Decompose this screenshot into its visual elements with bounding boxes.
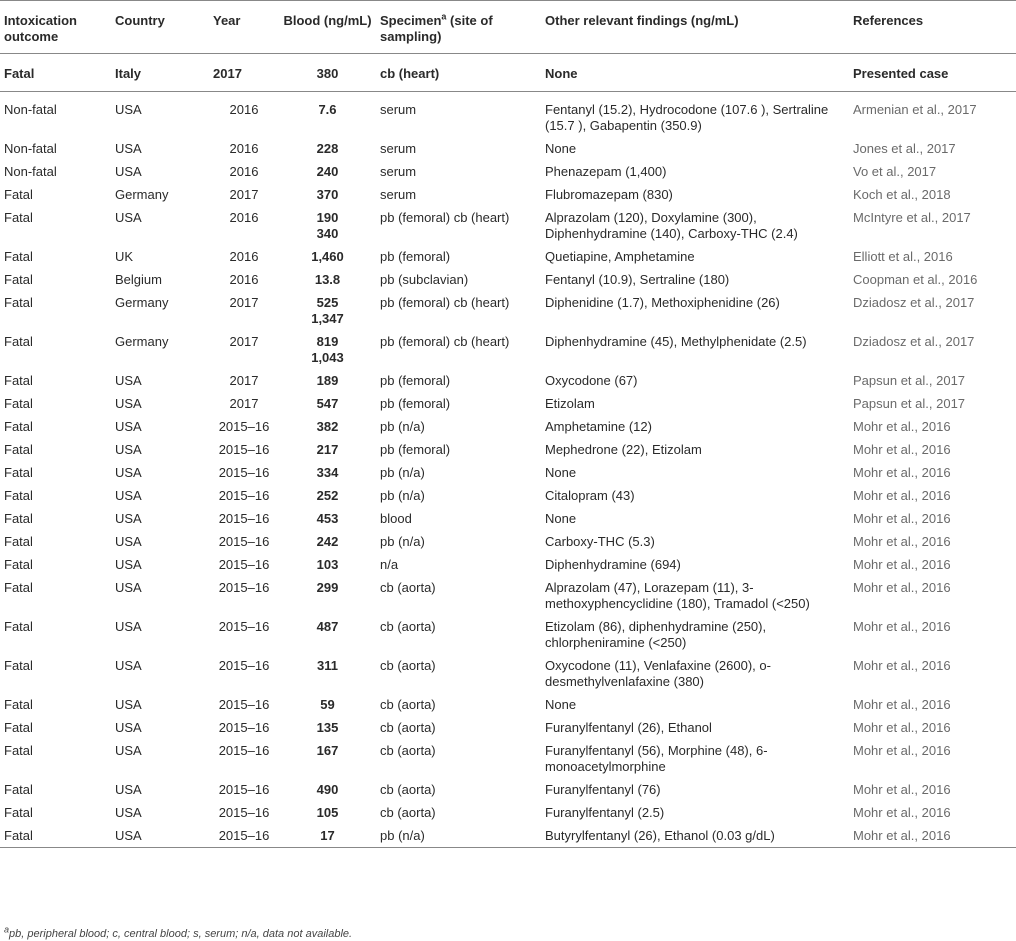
cell-outcome: Fatal (4, 249, 33, 264)
cell-specimen: serum (380, 187, 417, 202)
cell-year: 2015–16 (218, 619, 270, 634)
cell-specimen: serum (380, 141, 417, 156)
cell-findings: Fentanyl (15.2), Hydrocodone (107.6 ), Sertraline (15.7 ), Gabapentin (350.9) (545, 102, 829, 133)
cell-country: USA (111, 824, 209, 848)
cell-blood: 547 (316, 396, 339, 411)
cell-blood: 242 (316, 534, 339, 549)
cell-blood: 13.8 (314, 272, 341, 287)
footnote-mark: a (4, 924, 10, 935)
table-row (0, 530, 1016, 553)
cell-findings: Alprazolam (120), Doxylamine (300), Diphenhydramine (140), Carboxy-THC (2.4) (545, 210, 798, 241)
cell-outcome: Fatal (4, 373, 33, 388)
cell-blood: 240 (316, 164, 339, 179)
cell-country: USA (115, 805, 142, 820)
header-specimen-footnote-mark: a (441, 11, 447, 22)
cell-country: USA (115, 419, 142, 434)
cell-country: USA (115, 658, 142, 673)
cell-country: USA (115, 164, 142, 179)
cell-blood: 1,460 (311, 249, 344, 264)
table-row (0, 576, 1016, 615)
cell-year: 2015–16 (218, 658, 270, 673)
cell-blood: 167 (316, 743, 339, 758)
cell-specimen: pb (n/a) (376, 824, 541, 848)
cell-year: 2015–16 (218, 782, 270, 797)
cell-blood: 7.6 (318, 102, 337, 117)
cell-country: USA (115, 465, 142, 480)
cell-findings: Diphenhydramine (694) (545, 557, 681, 572)
cell-year: 2015–16 (218, 805, 270, 820)
cell-findings: Etizolam (86), diphenhydramine (250), chlorpheniramine (<250) (545, 619, 767, 650)
header-findings: Other relevant findings (ng/mL) (541, 1, 849, 54)
cell-country: USA (115, 557, 142, 572)
cell-reference: Jones et al., 2017 (853, 141, 956, 156)
cell-outcome: Fatal (0, 54, 111, 92)
cell-findings: Citalopram (43) (545, 488, 635, 503)
cell-findings: Carboxy-THC (5.3) (545, 534, 655, 549)
cell-blood: 17 (279, 824, 376, 848)
cell-blood: 103 (316, 557, 339, 572)
cell-reference: Mohr et al., 2016 (853, 511, 951, 526)
cell-outcome: Fatal (4, 534, 33, 549)
cell-country: Italy (111, 54, 209, 92)
cell-reference: Papsun et al., 2017 (853, 396, 966, 411)
cell-findings: Mephedrone (22), Etizolam (545, 442, 702, 457)
table-row (0, 137, 1016, 160)
cell-year: 2017 (209, 54, 279, 92)
cell-reference: Mohr et al., 2016 (853, 580, 951, 595)
cell-specimen: cb (aorta) (380, 580, 436, 595)
cell-reference: Mohr et al., 2016 (853, 743, 951, 758)
table-row (0, 553, 1016, 576)
table-row (0, 392, 1016, 415)
cell-blood: 487 (316, 619, 339, 634)
cell-specimen: pb (n/a) (380, 465, 425, 480)
cell-specimen: pb (femoral) cb (heart) (380, 210, 510, 225)
cell-year: 2016 (229, 102, 259, 117)
cell-year: 2015–16 (209, 824, 279, 848)
cell-year: 2017 (229, 396, 259, 411)
cell-blood: 334 (316, 465, 339, 480)
presented-case-row (0, 54, 1016, 92)
cell-blood: 189 (316, 373, 339, 388)
cell-specimen: cb (aorta) (380, 697, 436, 712)
cell-blood: 819 1,043 (311, 334, 344, 365)
cell-blood: 59 (320, 697, 335, 712)
cell-country: USA (115, 697, 142, 712)
cell-outcome: Fatal (4, 396, 33, 411)
cell-year: 2016 (229, 249, 259, 264)
cell-outcome: Fatal (4, 419, 33, 434)
cell-blood: 525 1,347 (311, 295, 344, 326)
cell-year: 2015–16 (218, 465, 270, 480)
header-country: Country (111, 1, 209, 54)
cell-specimen: cb (aorta) (380, 743, 436, 758)
cell-findings: None (541, 54, 849, 92)
cell-findings: Furanylfentanyl (26), Ethanol (545, 720, 712, 735)
cell-outcome: Fatal (4, 743, 33, 758)
table-row (0, 778, 1016, 801)
cell-outcome: Non-fatal (4, 102, 57, 117)
cell-specimen: pb (femoral) cb (heart) (380, 295, 510, 310)
cell-findings: Fentanyl (10.9), Sertraline (180) (545, 272, 730, 287)
table-row (0, 330, 1016, 369)
cell-findings: Quetiapine, Amphetamine (545, 249, 695, 264)
header-row (0, 1, 1016, 54)
cell-specimen: pb (n/a) (380, 534, 425, 549)
table-row (0, 739, 1016, 778)
cell-outcome: Fatal (4, 295, 33, 310)
cell-outcome: Fatal (4, 557, 33, 572)
cell-country: USA (115, 743, 142, 758)
table-row (0, 245, 1016, 268)
table-row (0, 716, 1016, 739)
table-row (0, 654, 1016, 693)
cell-reference: Mohr et al., 2016 (853, 619, 951, 634)
cell-outcome: Fatal (4, 805, 33, 820)
cell-reference: Mohr et al., 2016 (853, 488, 951, 503)
header-specimen-rest: (site of sampling) (380, 13, 493, 44)
cell-year: 2015–16 (218, 442, 270, 457)
cell-blood: 105 (316, 805, 339, 820)
cell-outcome: Non-fatal (4, 141, 57, 156)
cell-country: USA (115, 619, 142, 634)
cell-findings: Diphenidine (1.7), Methoxiphenidine (26) (545, 295, 780, 310)
cell-blood: 490 (316, 782, 339, 797)
cell-year: 2015–16 (218, 557, 270, 572)
cell-findings: Amphetamine (12) (545, 419, 652, 434)
cell-country: USA (115, 373, 142, 388)
cell-specimen: pb (femoral) (380, 249, 451, 264)
cell-reference: McIntyre et al., 2017 (853, 210, 971, 225)
cell-reference: Mohr et al., 2016 (853, 805, 951, 820)
cell-year: 2017 (229, 373, 259, 388)
cell-specimen: pb (n/a) (380, 488, 425, 503)
cell-year: 2015–16 (218, 511, 270, 526)
cell-year: 2016 (229, 210, 259, 225)
cell-outcome: Fatal (4, 658, 33, 673)
cell-reference: Coopman et al., 2016 (853, 272, 978, 287)
cell-outcome: Fatal (4, 465, 33, 480)
header-specimen-label: Specimen (380, 13, 442, 28)
cell-year: 2015–16 (218, 580, 270, 595)
cell-outcome: Fatal (4, 782, 33, 797)
cell-country: USA (115, 488, 142, 503)
cell-findings: Furanylfentanyl (76) (545, 782, 661, 797)
cell-blood: 252 (316, 488, 339, 503)
cell-reference: Mohr et al., 2016 (853, 720, 951, 735)
cell-specimen: n/a (380, 557, 399, 572)
cell-year: 2015–16 (218, 743, 270, 758)
cell-reference: Mohr et al., 2016 (853, 419, 951, 434)
cell-country: Germany (115, 334, 169, 349)
cell-reference: Elliott et al., 2016 (853, 249, 953, 264)
cell-findings: Butyrylfentanyl (26), Ethanol (0.03 g/dL) (541, 824, 849, 848)
cell-findings: Etizolam (545, 396, 595, 411)
cell-findings: Phenazepam (1,400) (545, 164, 667, 179)
cell-reference: Armenian et al., 2017 (853, 102, 977, 117)
cell-country: USA (115, 511, 142, 526)
cell-country: USA (115, 141, 142, 156)
table-row (0, 615, 1016, 654)
cell-findings: Alprazolam (47), Lorazepam (11), 3-methoxyphencyclidine (180), Tramadol (<250) (545, 580, 810, 611)
cell-country: USA (115, 102, 142, 117)
cell-outcome: Fatal (4, 272, 33, 287)
cell-specimen: pb (n/a) (380, 419, 425, 434)
cell-specimen: pb (femoral) (380, 442, 451, 457)
cell-country: Belgium (115, 272, 162, 287)
cell-findings: Furanylfentanyl (56), Morphine (48), 6-monoacetylmorphine (545, 743, 768, 774)
cell-outcome: Fatal (0, 824, 111, 848)
cell-findings: None (545, 697, 577, 712)
cell-findings: Flubromazepam (830) (545, 187, 673, 202)
cell-country: USA (115, 396, 142, 411)
cell-outcome: Fatal (4, 580, 33, 595)
cell-year: 2016 (229, 164, 259, 179)
cell-outcome: Non-fatal (4, 164, 57, 179)
cell-reference: Mohr et al., 2016 (853, 697, 951, 712)
cell-reference: Presented case (849, 54, 1016, 92)
cell-findings: Oxycodone (67) (545, 373, 638, 388)
cell-specimen: pb (femoral) (380, 373, 451, 388)
cell-reference: Mohr et al., 2016 (853, 658, 951, 673)
cell-blood: 453 (316, 511, 339, 526)
cell-outcome: Fatal (4, 697, 33, 712)
cell-specimen: pb (femoral) cb (heart) (380, 334, 510, 349)
cell-outcome: Fatal (4, 442, 33, 457)
cell-reference: Dziadosz et al., 2017 (853, 334, 975, 349)
cell-specimen: cb (aorta) (380, 805, 436, 820)
cell-outcome: Fatal (4, 334, 33, 349)
header-year: Year (209, 1, 279, 54)
table-row (0, 369, 1016, 392)
cell-blood: 228 (316, 141, 339, 156)
table-row (0, 438, 1016, 461)
cell-year: 2016 (229, 141, 259, 156)
cell-blood: 311 (317, 658, 338, 673)
table-row (0, 206, 1016, 245)
cell-blood: 299 (316, 580, 339, 595)
cell-findings: None (545, 511, 577, 526)
footnote-text: pb, peripheral blood; c, central blood; s, serum; n/a, data not available. (9, 928, 353, 940)
cell-specimen: cb (aorta) (380, 619, 436, 634)
cell-year: 2015–16 (218, 720, 270, 735)
cell-reference: Vo et al., 2017 (853, 164, 937, 179)
cell-country: USA (115, 782, 142, 797)
cell-year: 2015–16 (218, 488, 270, 503)
cell-reference: Mohr et al., 2016 (853, 442, 951, 457)
cell-specimen: blood (380, 511, 412, 526)
cell-specimen: pb (subclavian) (380, 272, 469, 287)
cell-outcome: Fatal (4, 488, 33, 503)
cell-specimen: serum (380, 164, 417, 179)
table-row (0, 693, 1016, 716)
cell-blood: 135 (316, 720, 339, 735)
table-row (0, 415, 1016, 438)
cell-country: USA (115, 580, 142, 595)
cell-reference: Mohr et al., 2016 (853, 782, 951, 797)
cell-year: 2015–16 (218, 697, 270, 712)
table-row (0, 160, 1016, 183)
header-blood: Blood (ng/mL) (279, 1, 376, 54)
cell-blood: 380 (279, 54, 376, 92)
table-row (0, 461, 1016, 484)
cell-country: Germany (115, 187, 169, 202)
cell-year: 2015–16 (218, 534, 270, 549)
header-references: References (849, 1, 1016, 54)
cell-reference: Mohr et al., 2016 (853, 534, 951, 549)
cell-outcome: Fatal (4, 187, 33, 202)
cell-year: 2015–16 (218, 419, 270, 434)
cell-year: 2017 (229, 334, 259, 349)
cell-country: UK (115, 249, 134, 264)
cell-outcome: Fatal (4, 210, 33, 225)
cell-year: 2016 (229, 272, 259, 287)
cell-country: USA (115, 534, 142, 549)
cell-country: Germany (115, 295, 169, 310)
cell-reference: Papsun et al., 2017 (853, 373, 966, 388)
cell-findings: Furanylfentanyl (2.5) (545, 805, 665, 820)
table-row (0, 824, 1016, 848)
cell-reference: Koch et al., 2018 (853, 187, 951, 202)
cell-reference: Mohr et al., 2016 (849, 824, 1016, 848)
table-row (0, 507, 1016, 530)
cell-specimen: pb (femoral) (380, 396, 451, 411)
table-row (0, 484, 1016, 507)
table-row (0, 268, 1016, 291)
cell-year: 2017 (229, 295, 259, 310)
cell-specimen: cb (aorta) (380, 720, 436, 735)
table-row (0, 183, 1016, 206)
cell-blood: 382 (316, 419, 339, 434)
cell-findings: Oxycodone (11), Venlafaxine (2600), o-desmethylvenlafaxine (380) (545, 658, 771, 689)
cell-blood: 190 340 (316, 210, 339, 241)
cell-reference: Dziadosz et al., 2017 (853, 295, 975, 310)
cell-specimen: serum (380, 102, 417, 117)
cell-outcome: Fatal (4, 511, 33, 526)
cell-blood: 370 (316, 187, 339, 202)
cell-findings: None (545, 141, 577, 156)
cell-outcome: Fatal (4, 619, 33, 634)
cell-country: USA (115, 210, 142, 225)
cell-outcome: Fatal (4, 720, 33, 735)
cell-country: USA (115, 720, 142, 735)
cell-findings: None (545, 465, 577, 480)
cell-specimen: cb (aorta) (380, 658, 436, 673)
cell-findings: Diphenhydramine (45), Methylphenidate (2.5) (545, 334, 807, 349)
table-row (0, 801, 1016, 824)
table-footnote (4, 924, 353, 940)
table-row (0, 291, 1016, 330)
cell-reference: Mohr et al., 2016 (853, 465, 951, 480)
header-specimen (376, 1, 541, 54)
cell-reference: Mohr et al., 2016 (853, 557, 951, 572)
cell-blood: 217 (316, 442, 339, 457)
cell-country: USA (115, 442, 142, 457)
table-row (0, 92, 1016, 138)
cell-specimen: cb (aorta) (380, 782, 436, 797)
header-outcome: Intoxication outcome (0, 1, 111, 54)
cell-specimen: cb (heart) (376, 54, 541, 92)
cell-year: 2017 (229, 187, 259, 202)
